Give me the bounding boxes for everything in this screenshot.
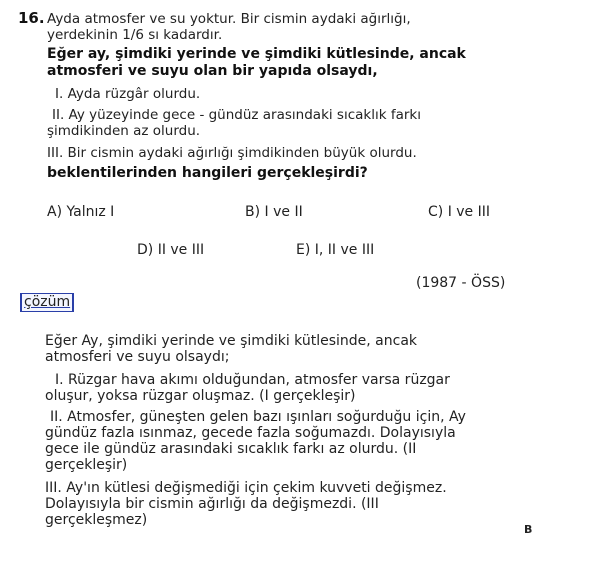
- option-d: D) II ve III: [137, 242, 205, 258]
- solution-line-3: I. Rüzgar hava akımı olduğundan, atmosfer varsa rüzgar: [55, 372, 450, 388]
- option-c: C) I ve III: [428, 204, 491, 220]
- solution-line-11: gerçekleşmez): [45, 512, 148, 528]
- solution-line-7: gece ile gündüz arasındaki sıcaklık farkı az olurdu. (II: [45, 441, 417, 457]
- question-condition-line-1: Eğer ay, şimdiki yerinde ve şimdiki kütlesinde, ancak: [47, 46, 466, 62]
- solution-line-5: II. Atmosfer, güneşten gelen bazı ışınları soğurduğu için, Ay: [50, 409, 466, 425]
- question-prompt: beklentilerinden hangileri gerçekleşirdi?: [47, 165, 368, 181]
- statement-2-line-1: II. Ay yüzeyinde gece - gündüz arasındaki sıcaklık farkı: [52, 107, 421, 123]
- question-number: 16.: [18, 9, 45, 27]
- solution-line-9: III. Ay'ın kütlesi değişmediği için çekim kuvveti değişmez.: [45, 480, 447, 496]
- solution-line-4: oluşur, yoksa rüzgar oluşmaz. (I gerçekleşir): [45, 388, 356, 404]
- question-stem-line-1: Ayda atmosfer ve su yoktur. Bir cismin aydaki ağırlığı,: [47, 11, 411, 27]
- solution-line-10: Dolayısıyla bir cismin ağırlığı da değişmezdi. (III: [45, 496, 379, 512]
- statement-3: III. Bir cismin aydaki ağırlığı şimdikinden büyük olurdu.: [47, 145, 417, 161]
- question-stem-line-2: yerdekinin 1/6 sı kadardır.: [47, 27, 223, 43]
- solution-line-8: gerçekleşir): [45, 457, 128, 473]
- exam-source: (1987 - ÖSS): [416, 275, 506, 291]
- solution-line-1: Eğer Ay, şimdiki yerinde ve şimdiki kütlesinde, ancak: [45, 333, 418, 349]
- option-b: B) I ve II: [245, 204, 303, 220]
- solution-tag: çözüm: [20, 293, 74, 312]
- option-e: E) I, II ve III: [296, 242, 375, 258]
- answer-letter: B: [524, 523, 533, 536]
- option-a: A) Yalnız I: [47, 204, 115, 220]
- question-condition-line-2: atmosferi ve suyu olan bir yapıda olsaydı,: [47, 63, 378, 79]
- statement-2-line-2: şimdikinden az olurdu.: [47, 123, 201, 139]
- solution-line-6: gündüz fazla ısınmaz, gecede fazla soğumazdı. Dolayısıyla: [45, 425, 456, 441]
- statement-1: I. Ayda rüzgâr olurdu.: [55, 86, 201, 102]
- solution-line-2: atmosferi ve suyu olsaydı;: [45, 349, 230, 365]
